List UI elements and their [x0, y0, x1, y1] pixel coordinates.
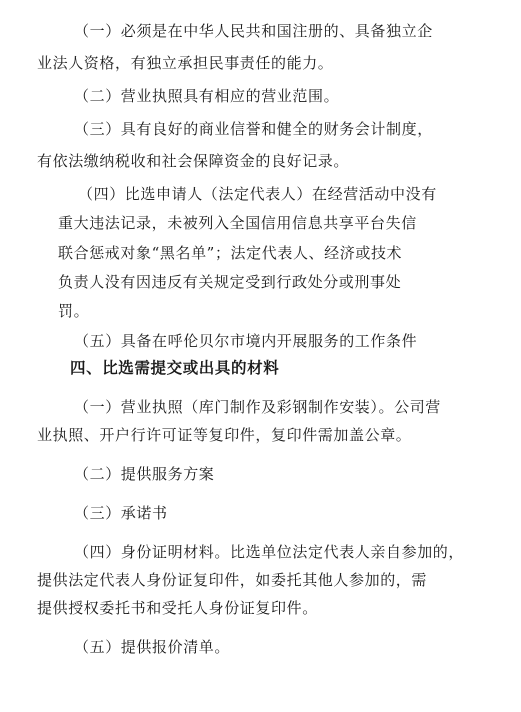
paragraph-5-line-1: （五）具备在呼伦贝尔市境内开展服务的工作条件 — [74, 332, 418, 350]
material-4-line-2: 提供法定代表人身份证复印件，如委托其他人参加的，需 — [37, 571, 428, 589]
material-1-line-2: 业执照、开户行许可证等复印件，复印件需加盖公章。 — [37, 426, 412, 444]
paragraph-1-line-1: （一）必须是在中华人民共和国注册的、具备独立企 — [74, 22, 433, 40]
paragraph-4-line-5: 罚。 — [58, 302, 90, 320]
material-1-line-1: （一）营业执照（库门制作及彩钢制作安装）。公司营 — [74, 398, 441, 416]
paragraph-3-line-2: 有依法缴纳税收和社会保障资金的良好记录。 — [37, 152, 350, 170]
paragraph-4-line-4: 负责人没有因违反有关规定受到行政处分或刑事处 — [58, 273, 402, 291]
paragraph-4-line-2: 重大违法记录，未被列入全国信用信息共享平台失信 — [58, 214, 417, 232]
material-4-line-1: （四）身份证明材料。比选单位法定代表人亲自参加的， — [74, 543, 465, 561]
material-5-line-1: （五）提供报价清单。 — [74, 638, 231, 656]
material-3-line-1: （三）承诺书 — [74, 504, 168, 522]
paragraph-4-line-3: 联合惩戒对象“黑名单”；法定代表人、经济或技术 — [58, 244, 403, 262]
material-4-line-3: 提供授权委托书和受托人身份证复印件。 — [37, 599, 318, 617]
section-heading: 四、比选需提交或出具的材料 — [70, 359, 280, 377]
paragraph-1-line-2: 业法人资格，有独立承担民事责任的能力。 — [37, 54, 334, 72]
paragraph-4-line-1: （四）比选申请人（法定代表人）在经营活动中没有 — [78, 185, 437, 203]
paragraph-3-line-1: （三）具有良好的商业信誉和健全的财务会计制度， — [74, 120, 433, 138]
material-2-line-1: （二）提供服务方案 — [74, 465, 215, 483]
paragraph-2-line-1: （二）营业执照具有相应的营业范围。 — [74, 87, 340, 105]
